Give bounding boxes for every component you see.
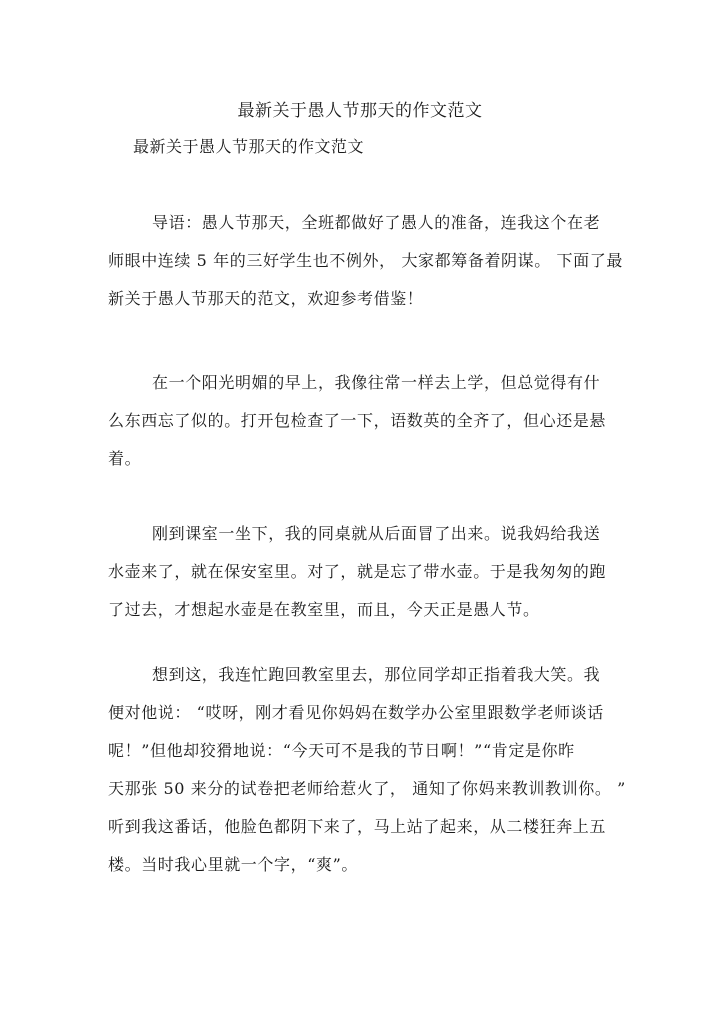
paragraph-line: 便对他说： “哎呀，刚才看见你妈妈在数学办公室里跟数学老师谈话: [108, 703, 604, 722]
paragraph-line: 水壶来了，就在保安室里。对了，就是忘了带水壶。于是我匆匆的跑: [108, 562, 607, 581]
paragraph-classroom: [108, 515, 628, 629]
paragraph-line: 楼。当时我心里就一个字，“爽”。: [108, 855, 358, 874]
paragraph-line: 在一个阳光明媚的早上，我像往常一样去上学，但总觉得有什: [152, 373, 601, 392]
document-subtitle: 最新关于愚人节那天的作文范文: [133, 137, 365, 156]
paragraph-revenge: [108, 656, 628, 884]
paragraph-line: 师眼中连续 5 年的三好学生也不例外， 大家都筹备着阴谋。 下面了最: [108, 251, 623, 270]
paragraph-line: 了过去，才想起水壶是在教室里，而且，今天正是愚人节。: [108, 600, 540, 619]
paragraph-line: 么东西忘了似的。打开包检查了一下，语数英的全齐了，但心还是悬: [108, 411, 607, 430]
paragraph-morning: [108, 364, 628, 478]
paragraph-line: 听到我这番话，他脸色都阴下来了，马上站了起来，从二楼狂奔上五: [108, 817, 607, 836]
paragraph-line: 想到这，我连忙跑回教室里去，那位同学却正指着我大笑。我: [152, 665, 601, 684]
paragraph-line: 着。: [108, 449, 142, 468]
paragraph-line: 刚到课室一坐下，我的同桌就从后面冒了出来。说我妈给我送: [152, 524, 601, 543]
paragraph-line: 新关于愚人节那天的范文，欢迎参考借鉴！: [108, 289, 424, 308]
paragraph-line: 导语：愚人节那天，全班都做好了愚人的准备，连我这个在老: [152, 213, 601, 232]
paragraph-line: 呢！”但他却狡猾地说：“今天可不是我的节日啊！”“肯定是你昨: [108, 741, 575, 760]
document-title: 最新关于愚人节那天的作文范文: [237, 101, 483, 121]
paragraph-intro: [108, 204, 628, 318]
paragraph-line: 天那张 50 来分的试卷把老师给惹火了， 通知了你妈来教训教训你。 ”: [108, 779, 626, 798]
